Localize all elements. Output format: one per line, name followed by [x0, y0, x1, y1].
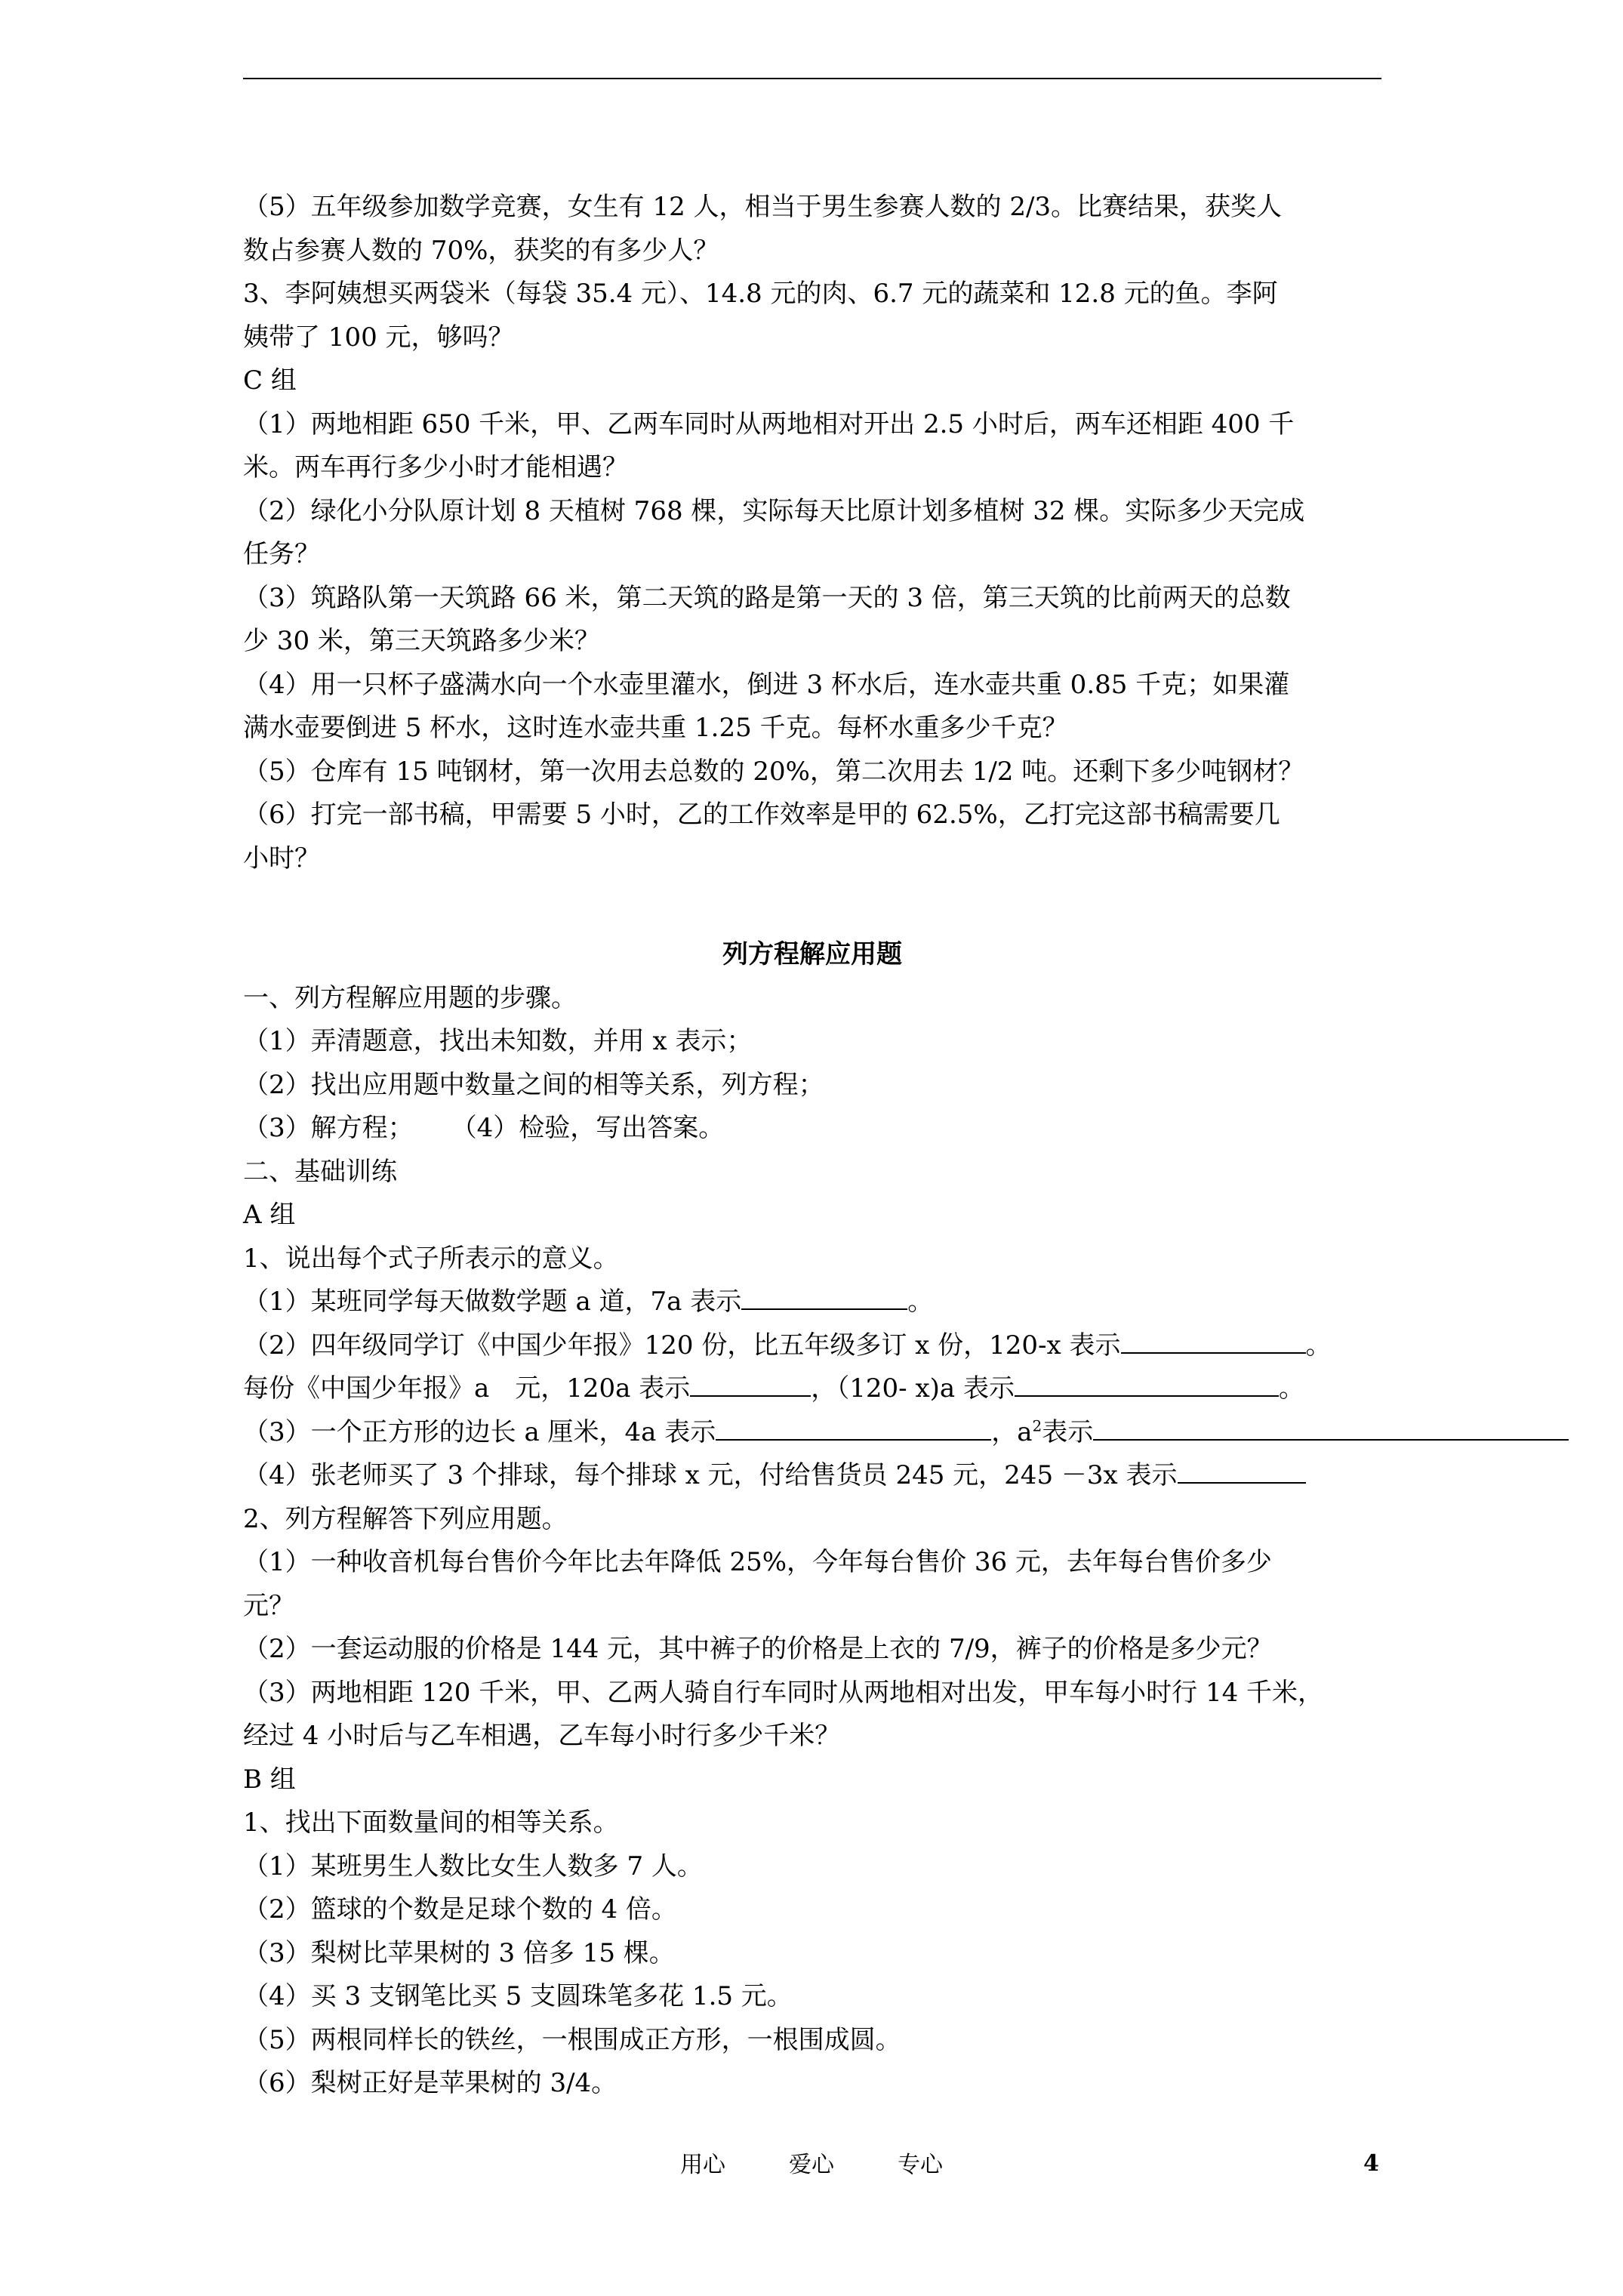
- text-line: 3、李阿姨想买两袋米（每袋 35.4 元）、14.8 元的肉、6.7 元的蔬菜和 12.8 元的鱼。李阿: [243, 279, 1278, 309]
- document-body: [243, 186, 1381, 2106]
- step-four: （4）检验，写出答案。: [451, 1113, 725, 1143]
- question-text: （4）张老师买了 3 个排球，每个排球 x 元，付给售货员 245 元，245 －3x 表示: [243, 1460, 1178, 1490]
- text-line: （4）买 3 支钢笔比买 5 支圆珠笔多花 1.5 元。: [243, 1981, 793, 2011]
- text-line: [243, 1107, 1381, 1151]
- text-line: （1）两地相距 650 千米，甲、乙两车同时从两地相对开出 2.5 小时后，两车还相距 400 千: [243, 408, 1295, 439]
- text-line: 小时？: [243, 843, 320, 874]
- section-spacer: [243, 880, 1381, 933]
- text-line: （6）梨树正好是苹果树的 3/4。: [243, 2068, 617, 2098]
- answer-blank[interactable]: [741, 1281, 907, 1310]
- answer-blank[interactable]: [1093, 1412, 1569, 1441]
- group-heading-b: B 组: [243, 1764, 296, 1795]
- text-line: （1）一种收音机每台售价今年比去年降低 25%，今年每台售价 36 元，去年每台售价多少: [243, 1547, 1272, 1577]
- text-line: 经过 4 小时后与乙车相遇，乙车每小时行多少千米？: [243, 1721, 841, 1751]
- text-line: 米。两车再行多少小时才能相遇？: [243, 452, 628, 482]
- text-line: （2）篮球的个数是足球个数的 4 倍。: [243, 1894, 677, 1925]
- question-text: ，a: [991, 1416, 1033, 1447]
- section-title: 列方程解应用题: [722, 939, 902, 969]
- text-line: （1）某班男生人数比女生人数多 7 人。: [243, 1851, 703, 1881]
- text-line: 数占参赛人数的 70%，获奖的有多少人？: [243, 235, 719, 266]
- question-text: 每份《中国少年报》a 元，120a 表示: [243, 1373, 691, 1404]
- text-line: 一、列方程解应用题的步骤。: [243, 982, 577, 1013]
- answer-blank[interactable]: [1121, 1325, 1306, 1354]
- text-line: [243, 1281, 1381, 1324]
- punctuation: 。: [1278, 1373, 1304, 1404]
- text-line: [243, 1454, 1381, 1498]
- question-text: （2）四年级同学订《中国少年报》120 份，比五年级多订 x 份，120-x 表示: [243, 1330, 1121, 1361]
- group-heading-c: C 组: [243, 365, 297, 396]
- text-line: （3）梨树比苹果树的 3 倍多 15 棵。: [243, 1937, 675, 1968]
- text-line: （5）仓库有 15 吨钢材，第一次用去总数的 20%，第二次用去 1/2 吨。还剩下多少吨钢材？: [243, 756, 1304, 787]
- answer-blank[interactable]: [1178, 1455, 1306, 1484]
- text-line: （2）找出应用题中数量之间的相等关系，列方程；: [243, 1069, 824, 1100]
- question-text: ，（120- x)a 表示: [811, 1373, 1015, 1404]
- question-text: 表示: [1042, 1416, 1094, 1447]
- text-line: （4）用一只杯子盛满水向一个水壶里灌水，倒进 3 杯水后，连水壶共重 0.85 千克；如果灌: [243, 669, 1290, 700]
- text-line: （1）弄清题意，找出未知数，并用 x 表示；: [243, 1026, 753, 1056]
- step-three: （3）解方程；: [243, 1113, 414, 1143]
- text-line: （2）绿化小分队原计划 8 天植树 768 棵，实际每天比原计划多植树 32 棵。实际多少天完成: [243, 495, 1305, 526]
- punctuation: 。: [1305, 1330, 1332, 1361]
- text-line: 任务？: [243, 539, 320, 569]
- text-line: 满水壶要倒进 5 杯水，这时连水壶共重 1.25 千克。每杯水重多少千克？: [243, 713, 1068, 743]
- text-line: 1、说出每个式子所表示的意义。: [243, 1243, 619, 1274]
- text-line: （5）两根同样长的铁丝，一根围成正方形，一根围成圆。: [243, 2024, 901, 2055]
- text-line: （2）一套运动服的价格是 144 元，其中裤子的价格是上衣的 7/9，裤子的价格是多少元？: [243, 1634, 1273, 1664]
- superscript: 2: [1032, 1416, 1042, 1435]
- text-line: （5）五年级参加数学竞赛，女生有 12 人，相当于男生参赛人数的 2/3。比赛结果，获奖人: [243, 192, 1283, 222]
- group-heading-a: A 组: [243, 1200, 296, 1230]
- page-number: 4: [1363, 2150, 1379, 2177]
- text-line: 元？: [243, 1590, 294, 1621]
- footer-word: 专心: [898, 2152, 943, 2178]
- text-line: [243, 1324, 1381, 1368]
- footer-motto: [0, 2146, 1623, 2179]
- text-line: （6）打完一部书稿，甲需要 5 小时，乙的工作效率是甲的 62.5%，乙打完这部书稿需要几: [243, 800, 1280, 830]
- question-text: （3）一个正方形的边长 a 厘米，4a 表示: [243, 1416, 716, 1447]
- text-line: 二、基础训练: [243, 1156, 397, 1187]
- text-line: 1、找出下面数量间的相等关系。: [243, 1808, 619, 1838]
- answer-blank[interactable]: [690, 1368, 811, 1397]
- punctuation: 。: [907, 1287, 934, 1317]
- footer-word: 用心: [680, 2152, 725, 2178]
- text-line: （3）筑路队第一天筑路 66 米，第二天筑的路是第一天的 3 倍，第三天筑的比前两天的总数: [243, 582, 1291, 613]
- footer-word: 爱心: [789, 2152, 834, 2178]
- answer-blank[interactable]: [716, 1412, 991, 1441]
- text-line: （3）两地相距 120 千米，甲、乙两人骑自行车同时从两地相对出发，甲车每小时行 14 千米，: [243, 1677, 1324, 1708]
- text-line: 姨带了 100 元，够吗？: [243, 322, 514, 353]
- text-line: 少 30 米，第三天筑路多少米？: [243, 626, 600, 656]
- header-rule: [243, 78, 1381, 79]
- text-line: [243, 1411, 1381, 1455]
- text-line: [243, 1367, 1381, 1411]
- question-text: （1）某班同学每天做数学题 a 道，7a 表示: [243, 1287, 742, 1317]
- text-line: 2、列方程解答下列应用题。: [243, 1503, 568, 1534]
- answer-blank[interactable]: [1015, 1368, 1279, 1397]
